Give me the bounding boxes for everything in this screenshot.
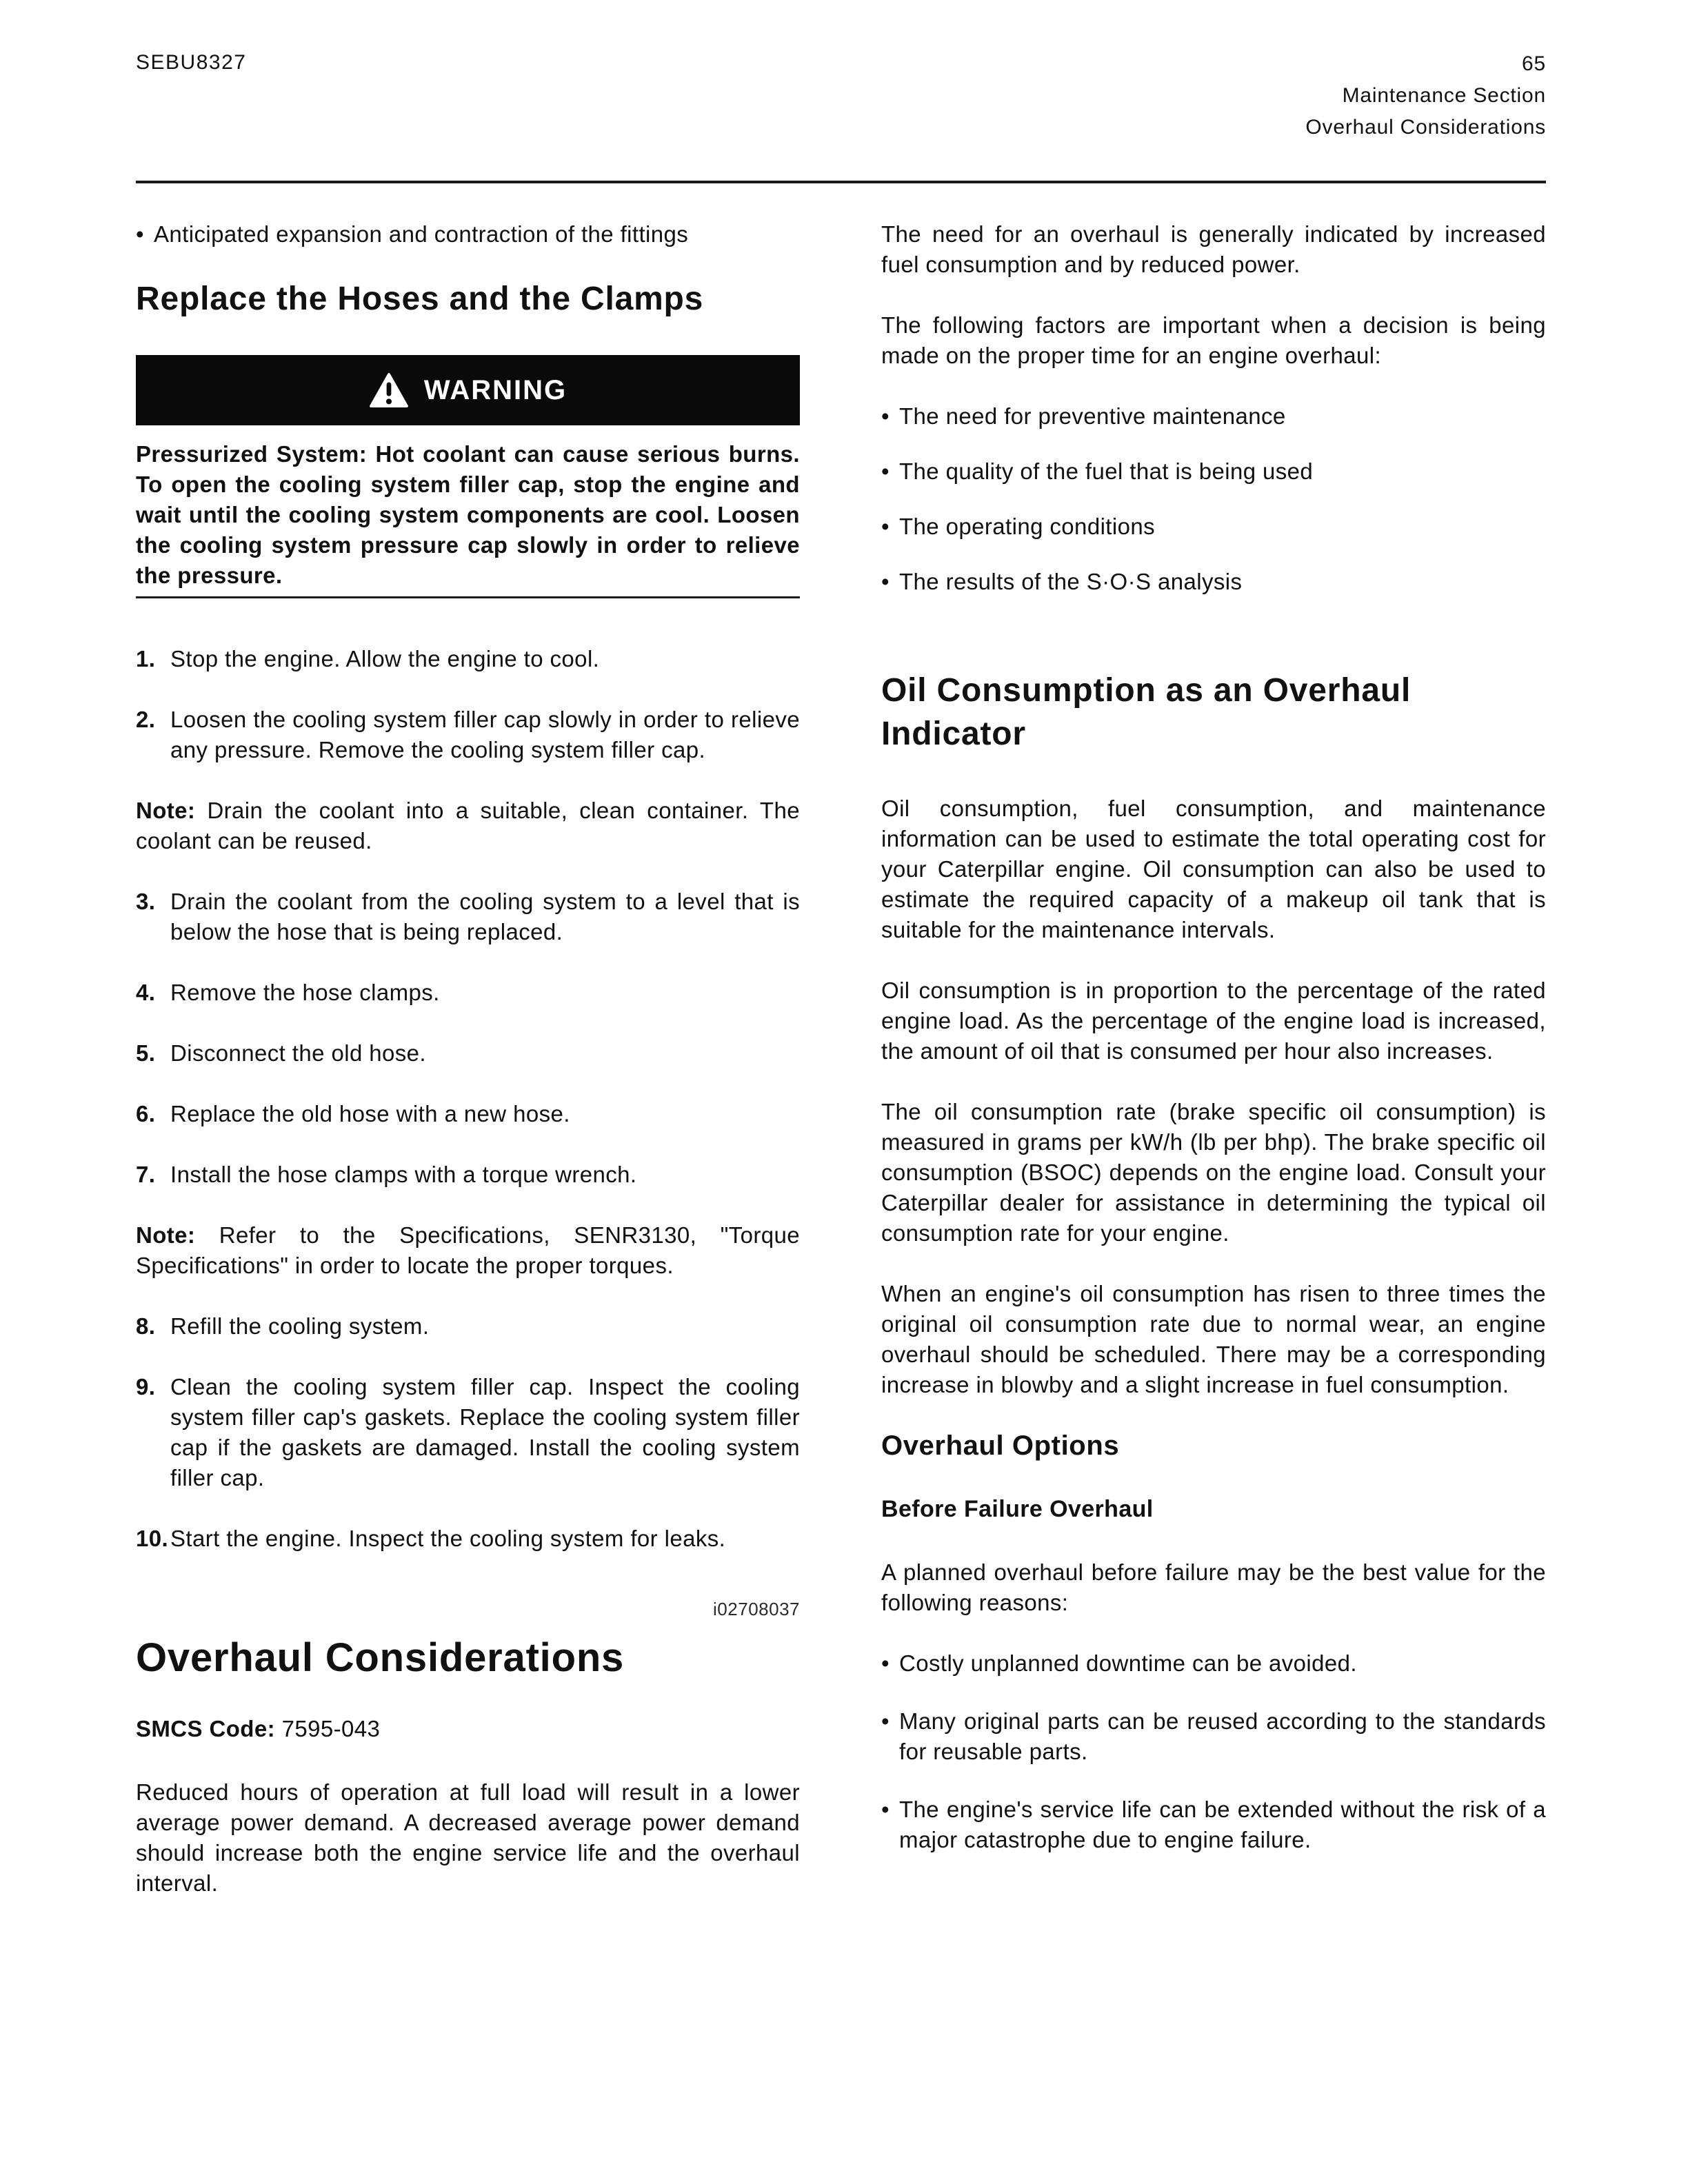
bullet-icon: •	[881, 403, 890, 429]
reason-text: Many original parts can be reused according to the standards for reusable parts.	[899, 1708, 1546, 1764]
step-number: 9.	[136, 1374, 156, 1400]
header-rule	[136, 181, 1546, 183]
overhaul-considerations-heading: Overhaul Considerations	[136, 1635, 625, 1681]
bullet-icon: •	[881, 1708, 890, 1734]
warning-banner	[136, 355, 800, 425]
step-1	[136, 644, 800, 674]
factor-text: The need for preventive maintenance	[899, 403, 1286, 429]
step-3	[136, 887, 800, 947]
step-5	[136, 1038, 800, 1069]
step-text: Refill the cooling system.	[170, 1313, 430, 1339]
step-text: Stop the engine. Allow the engine to cool.	[170, 646, 600, 672]
oil-consumption-heading: Oil Consumption as an Overhaul Indicator	[881, 672, 1411, 753]
step-number: 6.	[136, 1101, 156, 1127]
note-2	[136, 1220, 800, 1281]
step-text: Start the engine. Inspect the cooling system for leaks.	[170, 1526, 726, 1552]
list-item	[136, 219, 800, 250]
before-failure-heading: Before Failure Overhaul	[881, 1495, 1154, 1522]
subsection-title: Overhaul Considerations	[1305, 116, 1546, 139]
step-6	[136, 1099, 800, 1129]
factor-item	[881, 567, 1546, 597]
factor-text: The quality of the fuel that is being used	[899, 458, 1314, 484]
smcs-value: 7595-043	[281, 1715, 381, 1741]
step-number: 1.	[136, 646, 156, 672]
section-title: Maintenance Section	[1342, 84, 1546, 107]
oil-paragraph-2: Oil consumption is in proportion to the percentage of the rated engine load. As the percentage of the engine load is increased, the amount of oil that is consumed per hour also increases.	[881, 977, 1546, 1064]
bullet-icon: •	[881, 1650, 890, 1676]
note-label: Note:	[136, 1222, 196, 1248]
step-number: 3.	[136, 889, 156, 915]
overhaul-intro-paragraph: Reduced hours of operation at full load will result in a lower average power demand. A decreased average power demand should increase both the engine service life and the overhaul interval.	[136, 1779, 800, 1896]
overhaul-options-heading: Overhaul Options	[881, 1430, 1120, 1461]
factor-item	[881, 401, 1546, 432]
factor-item	[881, 512, 1546, 542]
factor-text: The operating conditions	[899, 514, 1156, 539]
smcs-code	[136, 1714, 800, 1744]
step-8	[136, 1311, 800, 1342]
factor-text: The results of the S·O·S analysis	[899, 569, 1243, 594]
doc-code: SEBU8327	[136, 51, 247, 74]
page-header-right	[1305, 48, 1546, 143]
warning-label: WARNING	[423, 375, 567, 406]
bullet-text: Anticipated expansion and contraction of the fittings	[154, 221, 689, 247]
step-10	[136, 1524, 800, 1554]
reason-item	[881, 1794, 1546, 1855]
note-text: Drain the coolant into a suitable, clean container. The coolant can be reused.	[136, 798, 800, 854]
reason-item	[881, 1648, 1546, 1679]
paragraph-factors-intro: The following factors are important when a decision is being made on the proper time for an engine overhaul:	[881, 312, 1546, 368]
step-number: 10.	[136, 1526, 169, 1552]
left-column	[136, 219, 800, 1929]
step-number: 7.	[136, 1162, 156, 1188]
media-number: i02708037	[713, 1599, 800, 1620]
step-number: 5.	[136, 1040, 156, 1066]
step-text: Replace the old hose with a new hose.	[170, 1101, 570, 1127]
warning-divider	[136, 596, 800, 598]
step-7	[136, 1160, 800, 1190]
bullet-icon: •	[881, 514, 890, 539]
oil-paragraph-3: The oil consumption rate (brake specific oil consumption) is measured in grams per kW/h (lb per bhp). The brake specific oil consumption (BSOC) depends on the engine load. Consult your Caterpillar dealer for assistance in determining the typical oil consumption rate for your engine.	[881, 1098, 1546, 1246]
note-label: Note:	[136, 798, 196, 824]
step-number: 4.	[136, 980, 156, 1006]
step-text: Remove the hose clamps.	[170, 980, 440, 1006]
oil-paragraph-1: Oil consumption, fuel consumption, and maintenance information can be used to estimate the total operating cost for your Caterpillar engine. Oil consumption can also be used to estimate the required capacity of a makeup oil tank that is suitable for the maintenance intervals.	[881, 795, 1546, 942]
bullet-icon: •	[136, 221, 144, 247]
step-9	[136, 1372, 800, 1493]
replace-hoses-heading: Replace the Hoses and the Clamps	[136, 281, 704, 317]
step-text: Loosen the cooling system filler cap slowly in order to relieve any pressure. Remove the cooling system filler cap.	[170, 707, 800, 763]
step-text: Disconnect the old hose.	[170, 1040, 426, 1066]
reason-item	[881, 1706, 1546, 1767]
warning-text: Pressurized System: Hot coolant can cause serious burns. To open the cooling system filler cap, stop the engine and wait until the cooling system components are cool. Loosen the cooling system pressure cap slowly in order to relieve the pressure.	[136, 441, 800, 589]
reason-text: The engine's service life can be extended without the risk of a major catastrophe due to engine failure.	[899, 1796, 1546, 1852]
before-failure-paragraph: A planned overhaul before failure may be the best value for the following reasons:	[881, 1559, 1546, 1615]
page-number: 65	[1522, 52, 1546, 75]
oil-paragraph-4: When an engine's oil consumption has risen to three times the original oil consumption rate due to normal wear, an engine overhaul should be scheduled. There may be a corresponding increase in blowby and a slight increase in fuel consumption.	[881, 1280, 1546, 1397]
bullet-icon: •	[881, 458, 890, 484]
paragraph-overhaul-need: The need for an overhaul is generally indicated by increased fuel consumption and by reduced power.	[881, 221, 1546, 277]
step-2	[136, 705, 800, 765]
bullet-icon: •	[881, 1796, 890, 1822]
step-text: Install the hose clamps with a torque wrench.	[170, 1162, 637, 1188]
reason-text: Costly unplanned downtime can be avoided.	[899, 1650, 1357, 1676]
bullet-icon: •	[881, 569, 890, 594]
step-number: 2.	[136, 707, 156, 733]
step-4	[136, 978, 800, 1008]
right-column	[881, 219, 1546, 1883]
factor-item	[881, 456, 1546, 487]
step-text: Clean the cooling system filler cap. Inspect the cooling system filler cap's gaskets. Replace the cooling system filler cap if the gaskets are damaged. Install the cooling system filler cap.	[170, 1374, 800, 1491]
note-1	[136, 796, 800, 856]
step-number: 8.	[136, 1313, 156, 1339]
step-text: Drain the coolant from the cooling system to a level that is below the hose that is being replaced.	[170, 889, 800, 945]
smcs-label: SMCS Code:	[136, 1715, 275, 1741]
note-text: Refer to the Specifications, SENR3130, "Torque Specifications" in order to locate the proper torques.	[136, 1222, 800, 1279]
warning-triangle-icon	[369, 372, 409, 408]
